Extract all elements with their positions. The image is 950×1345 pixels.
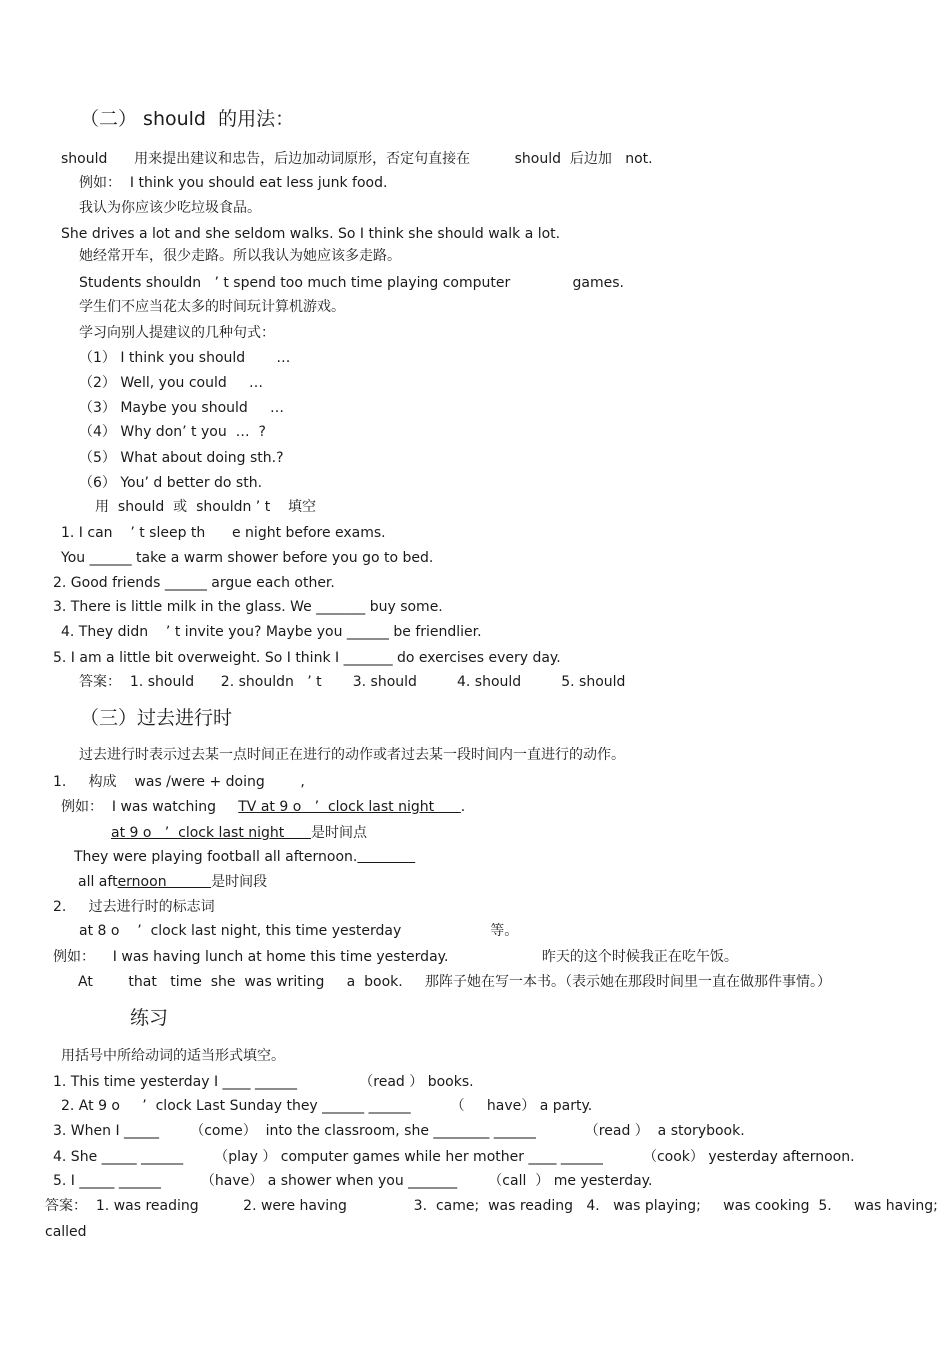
example-3-zh: 学生们不应当花太多的时间玩计算机游戏。	[79, 299, 345, 315]
practice-instruction: 用括号中所给动词的适当形式填空。	[61, 1048, 285, 1064]
time-period-lead: all aft	[78, 874, 118, 890]
question-4: 4. They didn ’ t invite you? Maybe you ______ be friendlier.	[61, 624, 482, 640]
question-2: 2. Good friends ______ argue each other.	[53, 575, 335, 591]
example-1-en: 例如： I think you should eat less junk food.	[79, 175, 388, 191]
practice-question-3: 3. When I _____ （come） into the classroom, she ________ ______ （read ） a storybook.	[53, 1123, 745, 1139]
example-a-time-phrase: TV at 9 o ’ clock last night	[238, 799, 461, 815]
question-5: 5. I am a little bit overweight. So I think I _______ do exercises every day.	[53, 650, 561, 666]
pattern-item: （2） Well, you could …	[79, 375, 264, 391]
markers-list: at 8 o ’ clock last night, this time yesterday 等。	[79, 923, 519, 939]
example-1-zh: 我认为你应该少吃垃圾食品。	[79, 200, 261, 216]
example-3-en: Students shouldn ’ t spend too much time playing computer games.	[79, 275, 625, 291]
patterns-title: 学习向别人提建议的几种句式：	[79, 325, 275, 341]
example-c: 例如： I was having lunch at home this time yesterday. 昨天的这个时候我正在吃午饭。	[53, 949, 738, 965]
time-period-note	[78, 873, 267, 891]
pattern-item: （3） Maybe you should …	[79, 400, 285, 416]
should-intro: should 用来提出建议和忠告，后边加动词原形，否定句直接在 should 后边加 not.	[61, 151, 653, 167]
example-a	[61, 798, 465, 816]
pattern-item: （5） What about doing sth.?	[79, 450, 284, 466]
practice-question-4: 4. She _____ ______ （play ） computer games while her mother ____ ______ （cook） yesterday afternoon.	[53, 1149, 855, 1165]
fill-blank-title: 用 should 或 shouldn ’ t 填空	[95, 499, 316, 515]
practice-question-1: 1. This time yesterday I ____ ______ （read ） books.	[53, 1074, 474, 1090]
answers-should: 答案： 1. should 2. shouldn ’ t 3. should 4. should 5. should	[79, 674, 626, 690]
past-continuous-definition: 过去进行时表示过去某一点时间正在进行的动作或者过去某一段时间内一直进行的动作。	[79, 747, 625, 763]
example-b	[74, 848, 415, 866]
time-point-label: 是时间点	[310, 825, 367, 841]
practice-title: 练习	[130, 1007, 169, 1029]
practice-question-5: 5. I _____ ______ （have） a shower when you _______ （call ） me yesterday.	[53, 1173, 653, 1189]
markers-item: 2. 过去进行时的标志词	[53, 899, 215, 915]
example-2-zh: 她经常开车，很少走路。所以我认为她应该多走路。	[79, 248, 401, 264]
practice-answers-continued: called	[45, 1224, 87, 1240]
time-point-note	[111, 824, 367, 842]
time-point-phrase: at 9 o ’ clock last night	[111, 825, 311, 841]
question-3: 3. There is little milk in the glass. We _______ buy some.	[53, 599, 443, 615]
pattern-item: （1） I think you should …	[79, 350, 291, 366]
section-title-past-continuous: （三）过去进行时	[80, 707, 233, 729]
pattern-item: （4） Why don’ t you … ?	[79, 424, 266, 440]
section-title-should: （二） should 的用法：	[80, 108, 295, 130]
example-2-en: She drives a lot and she seldom walks. So I think she should walk a lot.	[61, 226, 561, 242]
structure-item: 1. 构成 was /were + doing ,	[53, 774, 305, 790]
question-1-sentence: You ______ take a warm shower before you go to bed.	[61, 550, 434, 566]
pattern-item: （6） You’ d better do sth.	[79, 475, 263, 491]
example-b-underline	[357, 849, 415, 865]
time-period-phrase: ernoon	[117, 874, 212, 890]
example-d: At that time she was writing a book. 那阵子她在写一本书。（表示她在那段时间里一直在做那件事情。）	[78, 974, 831, 990]
example-b-text: They were playing football all afternoon.	[74, 849, 358, 865]
example-a-end: .	[460, 799, 466, 815]
practice-question-2: 2. At 9 o ’ clock Last Sunday they ______ ______ （ have） a party.	[61, 1098, 593, 1114]
time-period-label: 是时间段	[211, 874, 268, 890]
question-1: 1. I can ’ t sleep th e night before exams.	[61, 525, 386, 541]
practice-answers: 答案： 1. was reading 2. were having 3. came; was reading 4. was playing; was cooking 5. was having;	[45, 1198, 938, 1214]
example-a-lead: 例如： I was watching	[61, 799, 239, 815]
